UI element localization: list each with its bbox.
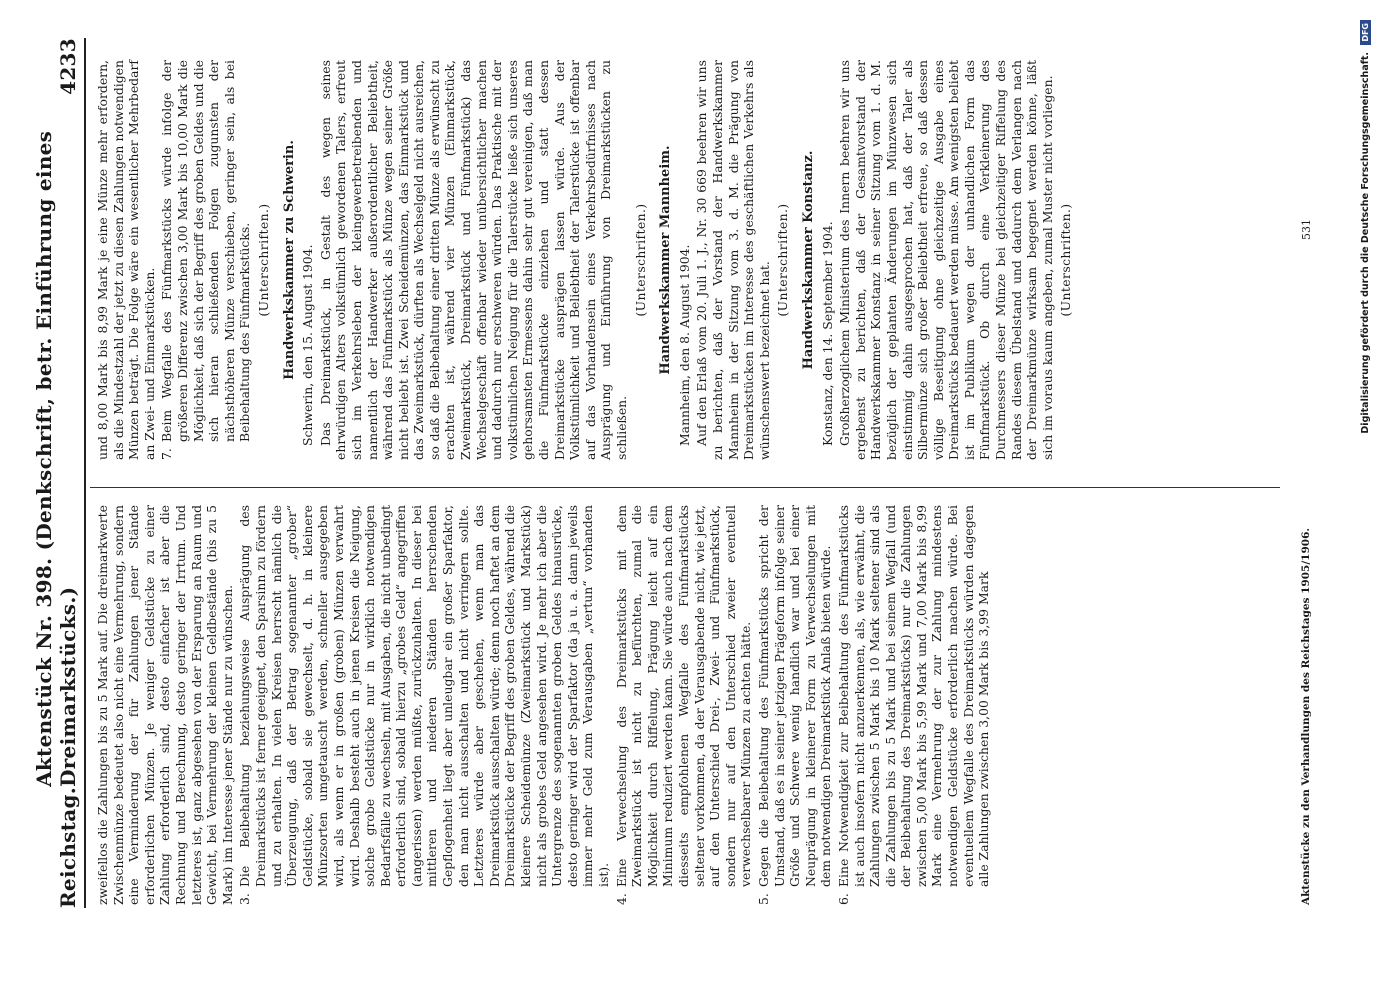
item-number: 5.	[755, 893, 771, 905]
header-title: Aktenstück Nr. 398. (Denkschrift, betr. Einführung eines Dreimarkstücks.)	[32, 130, 80, 787]
header-rule	[84, 38, 86, 908]
item-text: Gegen die Beibehaltung des Fünfmarkstücks spricht der Umstand, daß es in seiner jetzigen Prägeform infolge seiner Größe und Schwere wenig handlich war und bei einer Neuprägung in kleinerer Form zu Verwechselungen mit dem notwendigen Dreimarkstück Anlaß bieten würde.	[755, 505, 834, 887]
header-page-number: 4233	[56, 38, 80, 95]
body-mannheim: Auf den Erlaß vom 20. Juli 1. J., Nr. 30 669 beehren wir uns zu berichten, daß der Vorstand der Handwerkskammer Mannheim in der Sitzung vom 3. d. M. die Prägung von Dreimarkstücken im Interesse des geschäftlichen Verkehrs als wünschenswert bezeichnet hat.	[694, 60, 772, 460]
signature-line: (Unterschriften.)	[632, 203, 648, 317]
list-item-6	[836, 505, 992, 905]
list-item-7	[159, 60, 253, 460]
item-text: Eine Verwechselung des Dreimarkstücks mit dem Zweimarkstück ist nicht zu befürchten, zumal die Möglichkeit durch Riffelung, Prägung leicht auf ein Minimum reduziert werden kann. Sie würde auch nach dem diesseits empfohlenen Wegfalle des Fünfmarkstücks seltener vorkommen, da der Verausgabende nicht, wie jetzt, auf den Unterschied Drei-, Zwei- und Fünfmarkstück, sondern nur auf den Unterschied zweier eventuell verwechselbarer Münzen zu achten hätte.	[613, 505, 754, 887]
column-divider	[90, 487, 1280, 488]
intro-paragraph: zweifellos die Zahlungen bis zu 5 Mark auf. Die dreimarkwerte Zwischenmünze bedeutet also nicht eine Vermehrung, sondern eine Verminderung der für Zahlungen jener Stände erforderlichen Münzen. Je weniger Geldstücke zu einer Zahlung erforderlich sind, desto einfacher ist aber die Rechnung und Berechnung, desto geringer der Irrtum. Und letzteres ist, ganz abgesehen von der Ersparung an Raum und Gewicht, bei Vermehrung der kleinen Geldbestände (bis zu 5 Mark) im Interesse jener Stände nur zu wünschen.	[95, 505, 235, 905]
body-konstanz: Großherzoglichem Ministerium des Innern beehren wir uns ergebenst zu berichten, daß der Gesamtvorstand der Handwerkskammer Konstanz in seiner Sitzung vom 1. d. M. bezüglich der geplanten Änderungen im Münzwesen sich einstimmig dahin ausgesprochen hat, daß der Taler als Silbermünze sich großer Beliebtheit erfreue, so daß dessen völlige Beseitigung ohne gleichzeitige Ausgabe eines Dreimarkstücks bedauert werden müsse. Am wenigsten beliebt ist im Publikum wegen der unhandlichen Form das Fünfmarkstück. Ob durch eine Verkleinerung des Durchmessers dieser Münze bei gleichzeitiger Riffelung des Randes diesem Übelstand und dadurch dem Verlangen nach der Dreimarkmünze wirksam begegnet werden könne, läßt sich im voraus kaum angeben, zumal Muster nicht vorliegen.	[837, 60, 1055, 460]
header-left: Reichstag.	[56, 786, 80, 908]
running-head	[32, 38, 80, 908]
item-number: 6.	[835, 893, 851, 905]
dateline-mannheim: Mannheim, den 8. August 1904.	[676, 244, 692, 446]
list-item-3	[237, 505, 611, 905]
continuation-paragraph: und 8,00 Mark bis 8,99 Mark je eine Münze mehr erfordern, als die Mindestzahl der jetzt zu diesen Zahlungen notwendigen Münzen beträgt. Die Folge wäre ein wesentlicher Mehrbedarf an Zwei- und Einmarkstücken.	[95, 60, 157, 460]
item-number: 3.	[237, 893, 253, 905]
item-number: 7.	[159, 448, 175, 460]
right-column	[95, 60, 1078, 460]
body-schwerin: Das Dreimarkstück, in Gestalt des wegen seines ehrwürdigen Alters volkstümlich gewordenen Talers, erfreut sich im Verkehrsleben der kleingewerbetreibenden und namentlich der Handwerker außerordentlicher Beliebtheit, während das Fünfmarkstück als Münze wegen seiner Größe nicht beliebt ist. Zwei Scheidemünzen, das Einmarkstück und das Zweimarkstück, dürften als Wechselgeld nicht ausreichen, so daß die Beibehaltung einer dritten Münze als erwünscht zu erachten ist, während vier Münzen (Einmarkstück, Zweimarkstück, Dreimarkstück und Fünfmarkstück) das Wechselgeschäft offenbar wieder unübersichtlicher machen und dadurch nur erschweren würden. Das Praktische mit der volkstümlichen Neigung für die Talerstücke ließe sich unseres gehorsamsten Ermessens dahin sehr gut vereinigen, daß man die Fünfmarkstücke einziehen und statt dessen Dreimarkstücke ausprägen lassen würde. Aus der Volkstümlichkeit und Beliebtheit der Talerstücke ist offenbar auf das Vorhandensein eines Verkehrsbedürfnisses nach Ausprägung und Einführung von Dreimarkstücken zu schließen.	[317, 60, 629, 460]
item-number: 4.	[613, 893, 629, 905]
dateline-schwerin: Schwerin, den 15. August 1904.	[300, 244, 316, 446]
digitization-credit	[1360, 20, 1371, 670]
item-text: Beim Wegfalle des Fünfmarkstücks würde infolge der größeren Differenz zwischen 3,00 Mark bis 10,00 Mark die Möglichkeit, daß sich der Begriff des groben Geldes und die sich hieran schließenden Folgen zugunsten der nächsthöheren Münze verschieben, geringer sein, als bei Beibehaltung des Fünfmarkstücks.	[159, 60, 253, 442]
item-text: Die Beibehaltung beziehungsweise Ausprägung des Dreimarkstücks ist ferner geeignet, den Sparsinn zu fördern und zu erhalten. In vielen Kreisen herrscht nämlich die Überzeugung, daß der Betrag sogenannter „grober“ Geldstücke, sobald sie gewechselt, d. h. in kleinere Münzsorten umgetauscht werden, schneller ausgegeben wird, als wenn er in großen (groben) Münzen verwahrt wird. Deshalb besteht auch in jenen Kreisen die Neigung, solche grobe Geldstücke nur in wirklich notwendigen Bedarfsfälle zu wechseln, mit Ausgaben, die nicht unbedingt erforderlich sind, sobald hierzu „grobes Geld“ angegriffen (angerissen) werden müßte, zurückzuhalten. In dieser bei mittleren und niederen Ständen herrschenden Gepflogenheit liegt aber unleugbar ein großer Sparfaktor, den man nicht ausschalten und nicht verringern sollte. Letzteres würde aber geschehen, wenn man das Dreimarkstück ausschalten würde; denn noch haftet an dem Dreimarkstücke der Begriff des groben Geldes, während die kleinere Scheidemünze (Zweimarkstück und Markstück) nicht als grobes Geld angesehen wird. Je mehr ich aber die Untergrenze des sogenannten groben Geldes hinausrücke, desto geringer wird der Sparfaktor (da ja u. a. dann jeweils immer mehr Geld zum Verausgaben „vertun“ vorhanden ist).	[237, 505, 611, 887]
chamber-heading-konstanz: Handwerkskammer Konstanz.	[800, 150, 816, 370]
digitization-text: Digitalisierung gefördert durch die Deutsche Forschungsgemeinschaft.	[1360, 51, 1371, 434]
signature-line: (Unterschriften.)	[255, 203, 271, 317]
signature-line: (Unterschriften.)	[1058, 203, 1074, 317]
chamber-heading-mannheim: Handwerkskammer Mannheim.	[658, 145, 674, 375]
signature-line: (Unterschriften.)	[775, 203, 791, 317]
list-item-5	[756, 505, 834, 905]
chamber-heading-schwerin: Handwerkskammer zu Schwerin.	[281, 140, 297, 380]
item-text: Eine Notwendigkeit zur Beibehaltung des Fünfmarkstücks ist auch insofern nicht anzuerkennen, als, wie erwähnt, die Zahlungen zwischen 5 Mark bis 10 Mark seltener sind als die Zahlungen bis zu 5 Mark und bei seinem Wegfall (und der Beibehaltung des Dreimarkstücks) nur die Zahlungen zwischen 5,00 Mark bis 5,99 Mark und 7,00 Mark bis 8,99 Mark eine Vermehrung der zur Zahlung mindestens notwendigen Geldstücke erforderlich machen würde. Bei eventuellem Wegfalle des Dreimarkstücks würden dagegen alle Zahlungen zwischen 3,00 Mark bis 3,99 Mark	[835, 505, 992, 887]
footer-note: Aktenstücke zu den Verhandlungen des Reichstages 1905/1906.	[1300, 527, 1312, 905]
list-item-4	[614, 505, 754, 905]
footer-page-number: 531	[1300, 219, 1313, 240]
left-column	[95, 505, 994, 905]
dateline-konstanz: Konstanz, den 14. September 1904.	[819, 221, 835, 446]
dfg-logo: DFG	[1360, 20, 1371, 45]
